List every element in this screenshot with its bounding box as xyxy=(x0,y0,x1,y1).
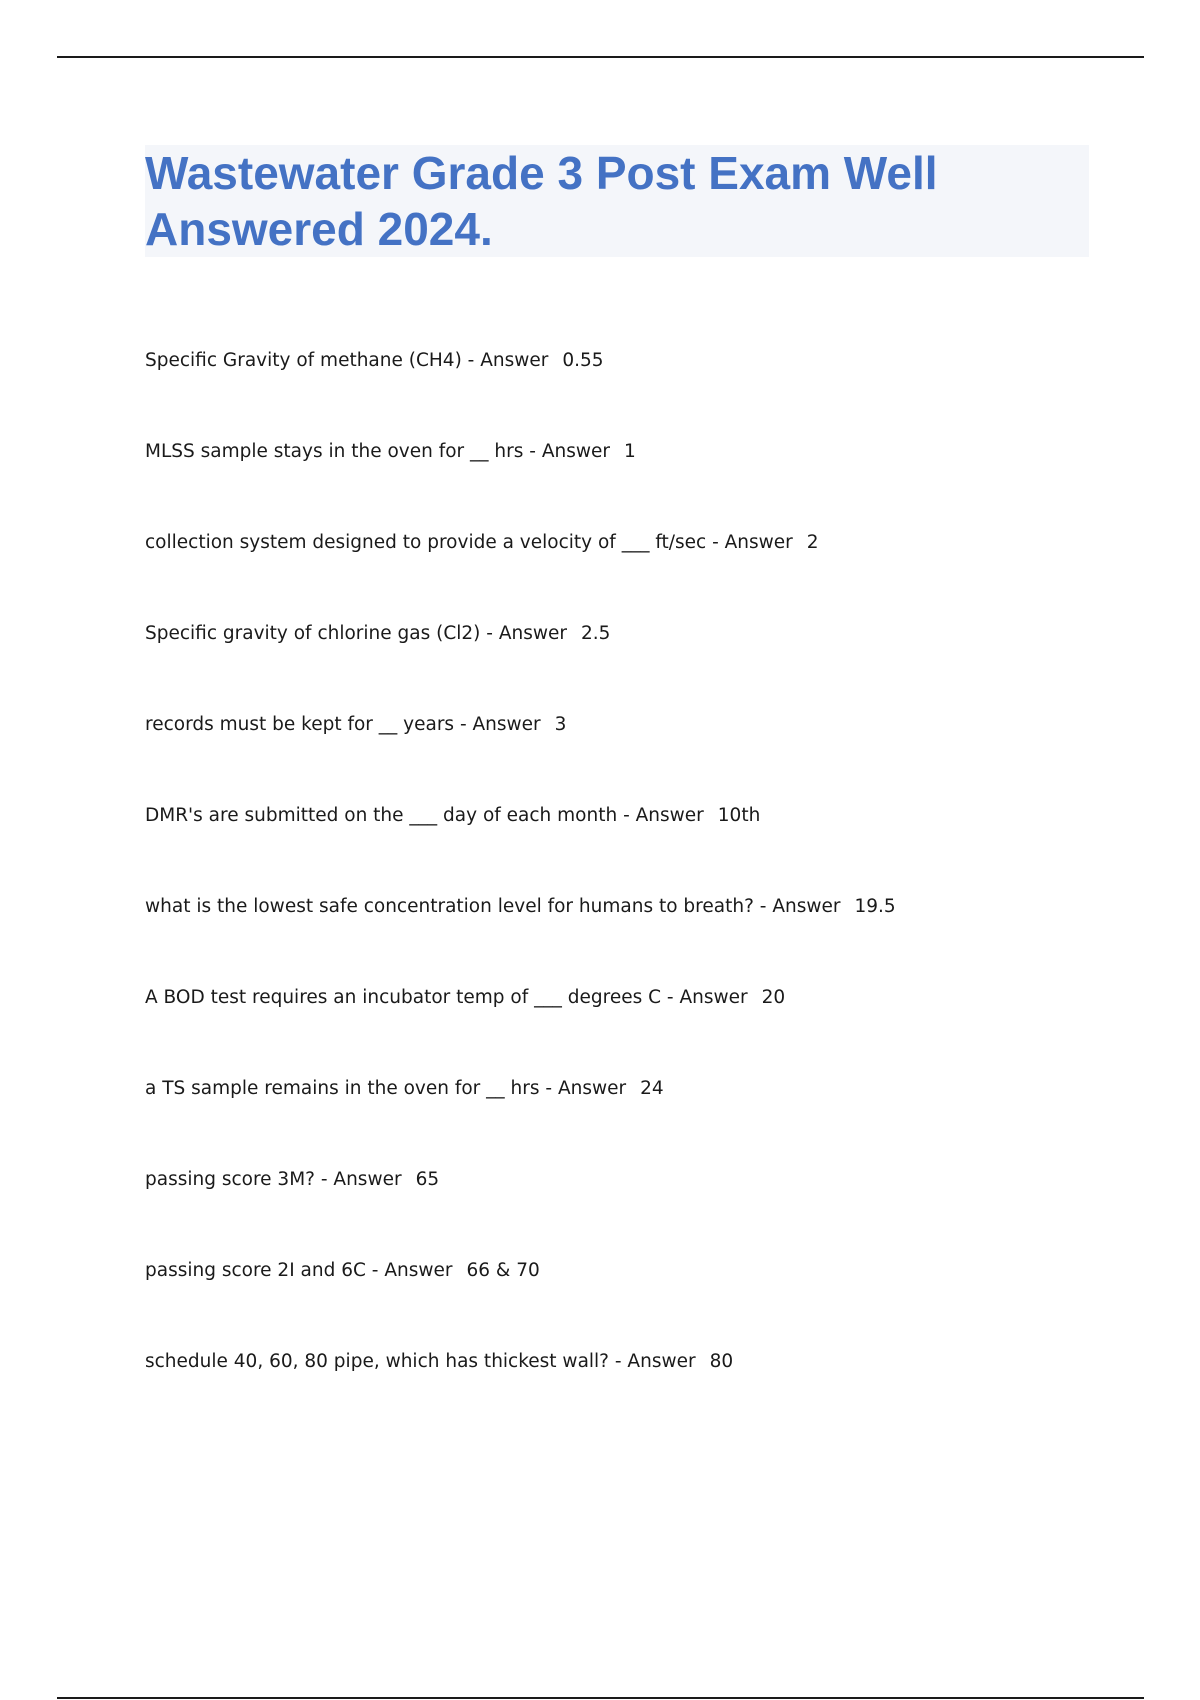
qa-item xyxy=(145,799,896,890)
qa-question: a TS sample remains in the oven for __ hrs - Answer xyxy=(145,1078,627,1099)
qa-item xyxy=(145,617,896,708)
qa-list xyxy=(145,344,896,1436)
qa-question: MLSS sample stays in the oven for __ hrs - Answer xyxy=(145,441,610,462)
qa-answer: 20 xyxy=(761,987,786,1008)
qa-item xyxy=(145,526,896,617)
qa-question: passing score 3M? - Answer xyxy=(145,1169,402,1190)
qa-question: collection system designed to provide a velocity of ___ ft/sec - Answer xyxy=(145,532,793,553)
qa-item xyxy=(145,1072,896,1163)
qa-answer: 65 xyxy=(415,1169,440,1190)
qa-answer: 2.5 xyxy=(580,623,611,644)
qa-item xyxy=(145,1254,896,1345)
qa-item xyxy=(145,890,896,981)
qa-answer: 80 xyxy=(709,1351,734,1372)
document-title: Wastewater Grade 3 Post Exam Well Answered 2024. xyxy=(145,147,938,255)
qa-question: passing score 2I and 6C - Answer xyxy=(145,1260,453,1281)
qa-item xyxy=(145,435,896,526)
qa-answer: 0.55 xyxy=(562,350,604,371)
top-rule xyxy=(57,56,1144,58)
qa-answer: 1 xyxy=(623,441,636,462)
qa-item xyxy=(145,1345,896,1436)
qa-question: what is the lowest safe concentration level for humans to breath? - Answer xyxy=(145,896,841,917)
qa-item xyxy=(145,981,896,1072)
qa-question: Specific gravity of chlorine gas (Cl2) - Answer xyxy=(145,623,567,644)
qa-answer: 3 xyxy=(554,714,567,735)
qa-question: schedule 40, 60, 80 pipe, which has thickest wall? - Answer xyxy=(145,1351,696,1372)
bottom-rule xyxy=(57,1697,1144,1699)
title-block xyxy=(145,145,1089,257)
qa-answer: 2 xyxy=(806,532,819,553)
qa-answer: 24 xyxy=(640,1078,664,1099)
qa-answer: 66 & 70 xyxy=(466,1260,540,1281)
qa-item xyxy=(145,708,896,799)
qa-item xyxy=(145,1163,896,1254)
qa-question: A BOD test requires an incubator temp of ___ degrees C - Answer xyxy=(145,987,748,1008)
qa-answer: 19.5 xyxy=(854,896,896,917)
qa-item xyxy=(145,344,896,435)
qa-question: records must be kept for __ years - Answer xyxy=(145,714,541,735)
qa-answer: 10th xyxy=(717,805,761,826)
qa-question: Specific Gravity of methane (CH4) - Answer xyxy=(145,350,549,371)
qa-question: DMR's are submitted on the ___ day of each month - Answer xyxy=(145,805,704,826)
